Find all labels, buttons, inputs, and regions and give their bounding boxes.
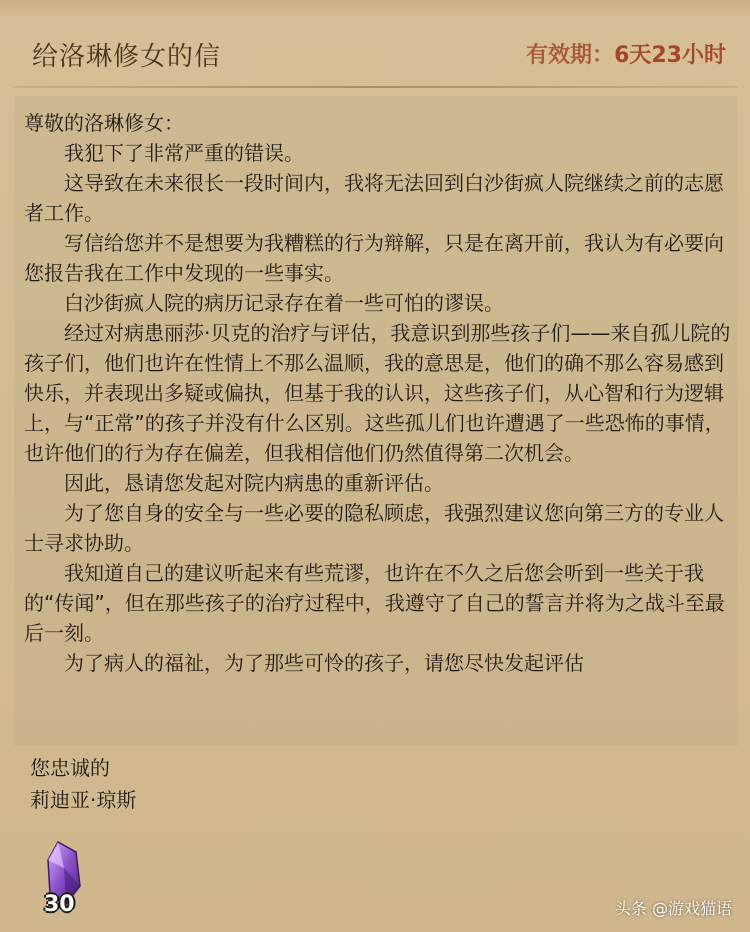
item-count: 30 (44, 892, 75, 917)
paragraph: 经过对病患丽莎·贝克的治疗与评估，我意识到那些孩子们——来自孤儿院的孩子们，他们也许在性情上不那么温顺，我的意思是，他们的确不那么容易感到快乐，并表现出多疑或偏执，但基于我的认识，这些孩子们，从心智和行为逻辑上，与“正常”的孩子并没有什么区别。这些孤儿们也许遭遇了一些恐怖的事情，也许他们的行为存在偏差，但我相信他们仍然值得第二次机会。 (24, 321, 731, 465)
letter-header (0, 22, 750, 84)
letter-closing (30, 752, 136, 816)
validity-value: 6天23小时 (614, 43, 726, 68)
watermark: 头条 @游戏猫语 (614, 899, 732, 918)
validity-timer (526, 38, 726, 69)
paragraph: 我犯下了非常严重的错误。 (64, 141, 304, 165)
salutation: 尊敬的洛琳修女： (24, 111, 184, 135)
signature: 莉迪亚·琼斯 (30, 788, 137, 812)
paragraph: 因此，恳请您发起对院内病患的重新评估。 (64, 471, 444, 495)
paragraph: 我知道自己的建议听起来有些荒谬，也许在不久之后您会听到一些关于我的“传闻”，但在那些孩子的治疗过程中，我遵守了自己的誓言并将为之战斗至最后一刻。 (24, 561, 725, 645)
paragraph: 为了病人的福祉，为了那些可怜的孩子，请您尽快发起评估 (64, 651, 584, 675)
paragraph: 写信给您并不是想要为我糟糕的行为辩解，只是在离开前，我认为有必要向您报告我在工作中发现的一些事实。 (24, 231, 724, 285)
letter-body[interactable] (24, 108, 734, 678)
paragraph: 这导致在未来很长一段时间内，我将无法回到白沙街疯人院继续之前的志愿者工作。 (24, 171, 724, 225)
letter-title: 给洛琳修女的信 (32, 42, 222, 72)
validity-label: 有效期： (526, 43, 615, 68)
closing-phrase: 您忠诚的 (30, 756, 110, 780)
paragraph: 白沙街疯人院的病历记录存在着一些可怕的谬误。 (64, 291, 504, 315)
header-divider (12, 86, 738, 88)
paragraph: 为了您自身的安全与一些必要的隐私顾虑，我强烈建议您向第三方的专业人士寻求协助。 (24, 501, 724, 555)
